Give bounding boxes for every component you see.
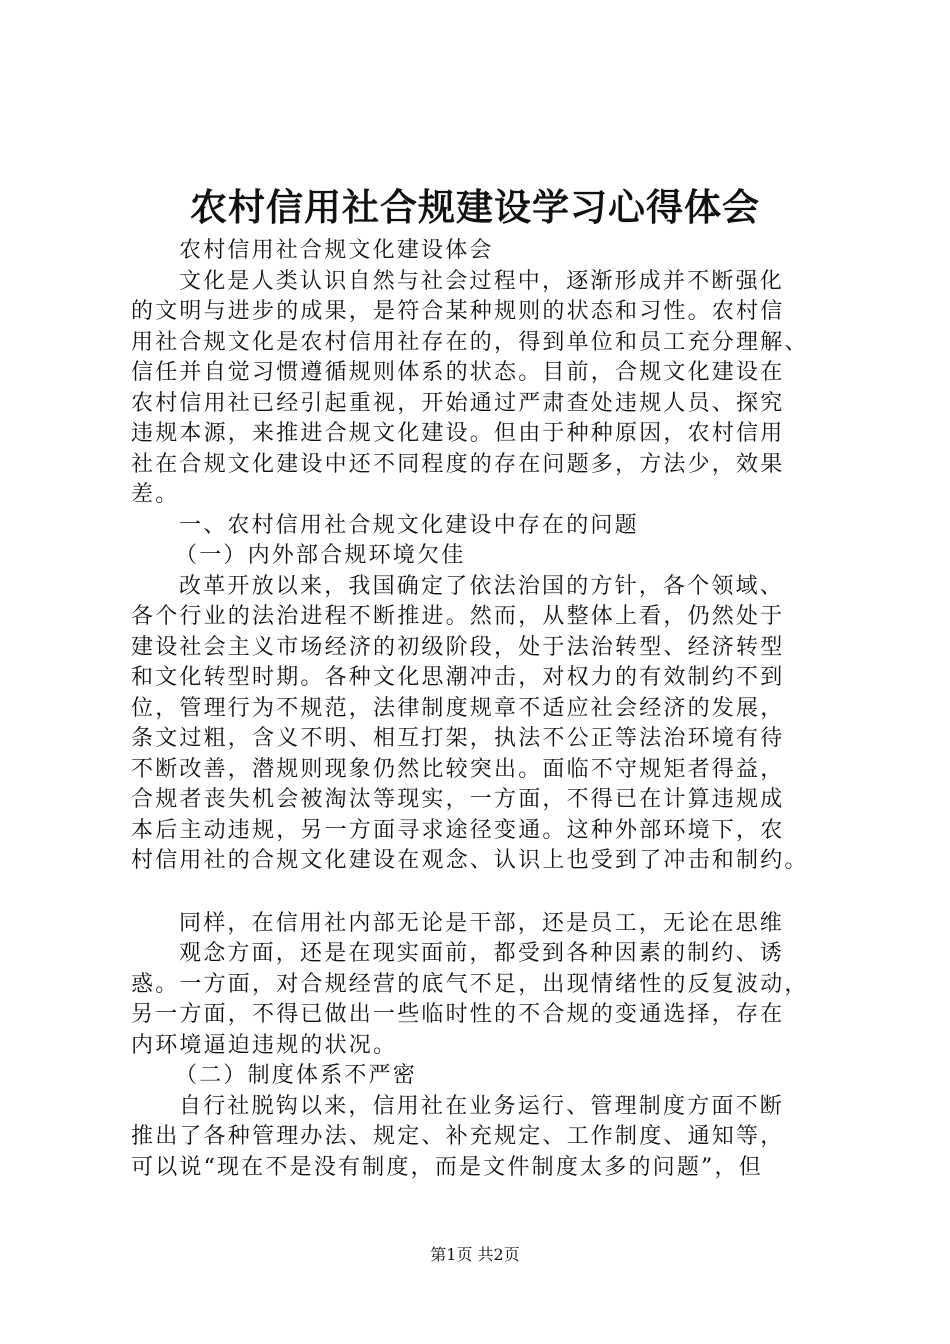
paragraph-line: 农村信用社已经引起重视，开始通过严肃查处违规人员、探究 <box>131 390 785 416</box>
document-body <box>131 236 831 1183</box>
paragraph-line: 惑。一方面，对合规经营的底气不足，出现情绪性的反复波动， <box>131 971 809 997</box>
section-heading: 一、农村信用社合规文化建设中存在的问题 <box>179 512 639 538</box>
paragraph-line: 位，管理行为不规范，法律制度规章不适应社会经济的发展， <box>131 695 785 721</box>
subsection-heading: （二）制度体系不严密 <box>175 1063 418 1088</box>
paragraph-line: 社在合规文化建设中还不同程度的存在问题多，方法少，效果 <box>131 451 785 477</box>
paragraph-gap <box>131 877 831 909</box>
paragraph-line: 村信用社的合规文化建设在观念、认识上也受到了冲击和制约。 <box>131 848 809 873</box>
paragraph-line: 用社合规文化是农村信用社存在的，得到单位和员工充分理解、 <box>131 329 809 355</box>
paragraph-line: 差。 <box>131 482 180 507</box>
paragraph-line: 内环境逼迫违规的状况。 <box>131 1032 398 1058</box>
document-title: 农村信用社合规建设学习心得体会 <box>190 186 760 229</box>
paragraph-line: 文化是人类认识自然与社会过程中，逐渐形成并不断强化 <box>179 268 785 294</box>
paragraph-line: 合规者丧失机会被淘汰等现实，一方面，不得已在计算违规成 <box>131 787 785 812</box>
paragraph-line: 本后主动违规，另一方面寻求途径变通。这种外部环境下，农 <box>131 817 785 843</box>
paragraph-line: 改革开放以来，我国确定了依法治国的方针，各个领域、 <box>179 573 785 599</box>
paragraph-line: 观念方面，还是在现实面前，都受到各种因素的制约、诱 <box>179 941 785 966</box>
subsection-heading: （一）内外部合规环境欠佳 <box>175 543 466 568</box>
paragraph-line: 自行社脱钩以来，信用社在业务运行、管理制度方面不断 <box>179 1093 785 1119</box>
paragraph-line: 建设社会主义市场经济的初级阶段，处于法治转型、经济转型 <box>131 634 785 660</box>
paragraph-line: 的文明与进步的成果，是符合某种规则的状态和习性。农村信 <box>131 299 785 324</box>
paragraph-line: 信任并自觉习惯遵循规则体系的状态。目前，合规文化建设在 <box>131 360 785 385</box>
paragraph-line: 推出了各种管理办法、规定、补充规定、工作制度、通知等， <box>131 1124 785 1149</box>
page-number-footer: 第1页 共2页 <box>430 1245 520 1264</box>
paragraph-line: 另一方面，不得已做出一些临时性的不合规的变通选择，存在 <box>131 1002 785 1027</box>
paragraph-line: 同样，在信用社内部无论是干部，还是员工，无论在思维 <box>179 910 785 936</box>
paragraph-line: 条文过粗，含义不明、相互打架，执法不公正等法治环境有待 <box>131 726 785 751</box>
paragraph-line: 可以说“现在不是没有制度，而是文件制度太多的问题”，但 <box>131 1154 763 1180</box>
paragraph-line: 不断改善，潜规则现象仍然比较突出。面临不守规矩者得益， <box>131 756 785 782</box>
paragraph-line: 各个行业的法治进程不断推进。然而，从整体上看，仍然处于 <box>131 604 785 629</box>
paragraph-line: 和文化转型时期。各种文化思潮冲击，对权力的有效制约不到 <box>131 665 785 690</box>
subtitle-line: 农村信用社合规文化建设体会 <box>179 238 494 263</box>
paragraph-line: 违规本源，来推进合规文化建设。但由于种种原因，农村信用 <box>131 421 785 446</box>
